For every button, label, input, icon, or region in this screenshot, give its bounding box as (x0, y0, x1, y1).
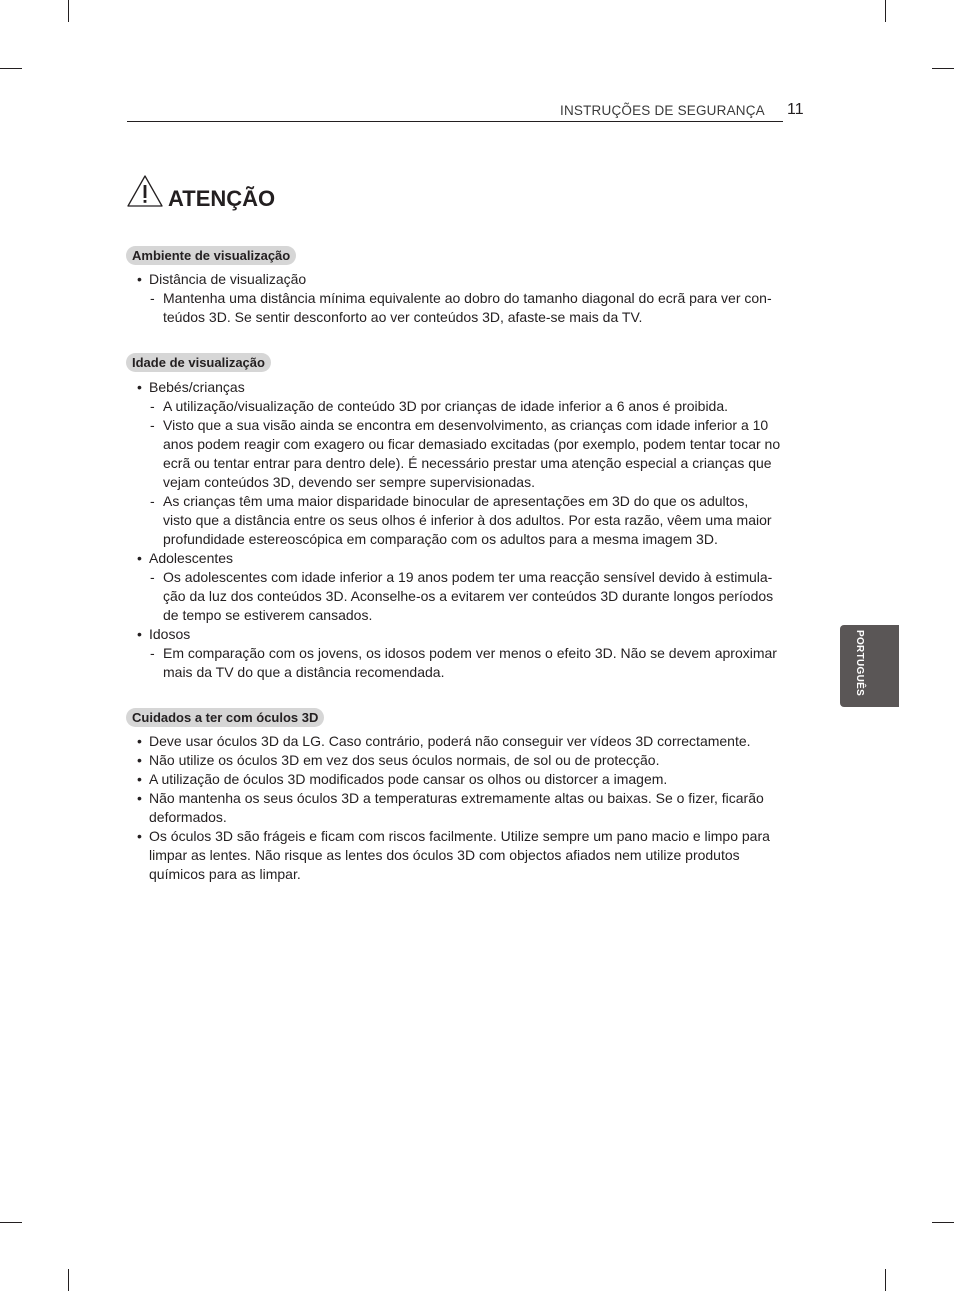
list-item-line: visto que a distância entre os seus olhos é inferior à dos adultos. Por esta razão, vêem uma maior (163, 512, 772, 528)
crop-mark (68, 0, 69, 22)
bullet-item: Os óculos 3D são frágeis e ficam com riscos facilmente. Utilize sempre um pano macio e limpo para (149, 828, 770, 844)
list-item-line: Visto que a sua visão ainda se encontra em desenvolvimento, as crianças com idade inferior a 10 (163, 417, 769, 433)
crop-mark (932, 68, 954, 69)
page-number: 11 (787, 101, 804, 118)
bullet-item: Distância de visualização (149, 271, 307, 287)
bullet-dot: • (137, 379, 142, 395)
bullet-dot: • (137, 752, 142, 768)
running-header-title: INSTRUÇÕES DE SEGURANÇA (560, 103, 765, 118)
crop-mark (0, 1222, 22, 1223)
bullet-item: Idosos (149, 626, 191, 642)
bullet-item: limpar as lentes. Não risque as lentes dos óculos 3D com objectos afiados nem utilize produtos (149, 847, 740, 863)
list-item-line: anos podem reagir com exagero ou ficar demasiado excitadas (por exemplo, podem tentar tocar no (163, 436, 781, 452)
list-item-line: A utilização/visualização de conteúdo 3D por crianças de idade inferior a 6 anos é proibida. (163, 398, 729, 414)
bullet-item: Bebés/crianças (149, 379, 245, 395)
list-item-line: Mantenha uma distância mínima equivalente ao dobro do tamanho diagonal do ecrã para ver con- (163, 290, 772, 306)
language-side-tab (840, 625, 899, 707)
dash-mark: - (150, 290, 155, 306)
dash-mark: - (150, 417, 155, 433)
list-item-line: As crianças têm uma maior disparidade binocular de apresentações em 3D do que os adultos, (163, 493, 749, 509)
caution-heading: ATENÇÃO (168, 186, 276, 211)
bullet-dot: • (137, 626, 142, 642)
bullet-item: Deve usar óculos 3D da LG. Caso contrário, poderá não conseguir ver vídeos 3D correctamente. (149, 733, 751, 749)
dash-mark: - (150, 645, 155, 661)
bullet-dot: • (137, 550, 142, 566)
bullet-item: Adolescentes (149, 550, 234, 566)
crop-mark (885, 0, 886, 22)
bullet-item: A utilização de óculos 3D modificados pode cansar os olhos ou distorcer a imagem. (149, 771, 668, 787)
bullet-dot: • (137, 733, 142, 749)
bullet-dot: • (137, 828, 142, 844)
crop-mark (932, 1222, 954, 1223)
section-tag-viewing-age: Idade de visualização (126, 353, 271, 372)
language-side-tab-label: PORTUGUÊS (854, 630, 865, 697)
list-item-line: profundidade estereoscópica em comparação com os adultos para a mesma imagem 3D. (163, 531, 718, 547)
dash-mark: - (150, 398, 155, 414)
list-item-line: mais da TV do que a distância recomendada. (163, 664, 445, 680)
list-item-line: vejam conteúdos 3D, devendo ser sempre supervisionadas. (163, 474, 535, 490)
warning-triangle-icon (126, 174, 164, 208)
bullet-dot: • (137, 771, 142, 787)
bullet-dot: • (137, 790, 142, 806)
crop-mark (0, 68, 22, 69)
dash-mark: - (150, 493, 155, 509)
bullet-dot: • (137, 271, 142, 287)
dash-mark: - (150, 569, 155, 585)
list-item-line: de tempo se estiverem cansados. (163, 607, 373, 623)
bullet-item: Não utilize os óculos 3D em vez dos seus óculos normais, de sol ou de protecção. (149, 752, 660, 768)
crop-mark (68, 1269, 69, 1291)
list-item-line: Os adolescentes com idade inferior a 19 anos podem ter uma reacção sensível devido à estimula- (163, 569, 773, 585)
list-item-line: ecrã ou tentar entrar para dentro dele). É necessário prestar uma atenção especial a crianças que (163, 455, 772, 471)
section-tag-viewing-environment: Ambiente de visualização (126, 246, 296, 265)
bullet-item: deformados. (149, 809, 227, 825)
crop-mark (885, 1269, 886, 1291)
bullet-item: químicos para as limpar. (149, 866, 301, 882)
list-item-line: Em comparação com os jovens, os idosos podem ver menos o efeito 3D. Não se devem aproximar (163, 645, 777, 661)
list-item-line: teúdos 3D. Se sentir desconforto ao ver conteúdos 3D, afaste-se mais da TV. (163, 309, 643, 325)
bullet-item: Não mantenha os seus óculos 3D a temperaturas extremamente altas ou baixas. Se o fizer, ficarão (149, 790, 764, 806)
section-tag-3d-glasses-care: Cuidados a ter com óculos 3D (126, 708, 324, 727)
header-rule (127, 121, 783, 122)
list-item-line: ção da luz dos conteúdos 3D. Aconselhe-os a evitarem ver conteúdos 3D durante longos períodos (163, 588, 774, 604)
